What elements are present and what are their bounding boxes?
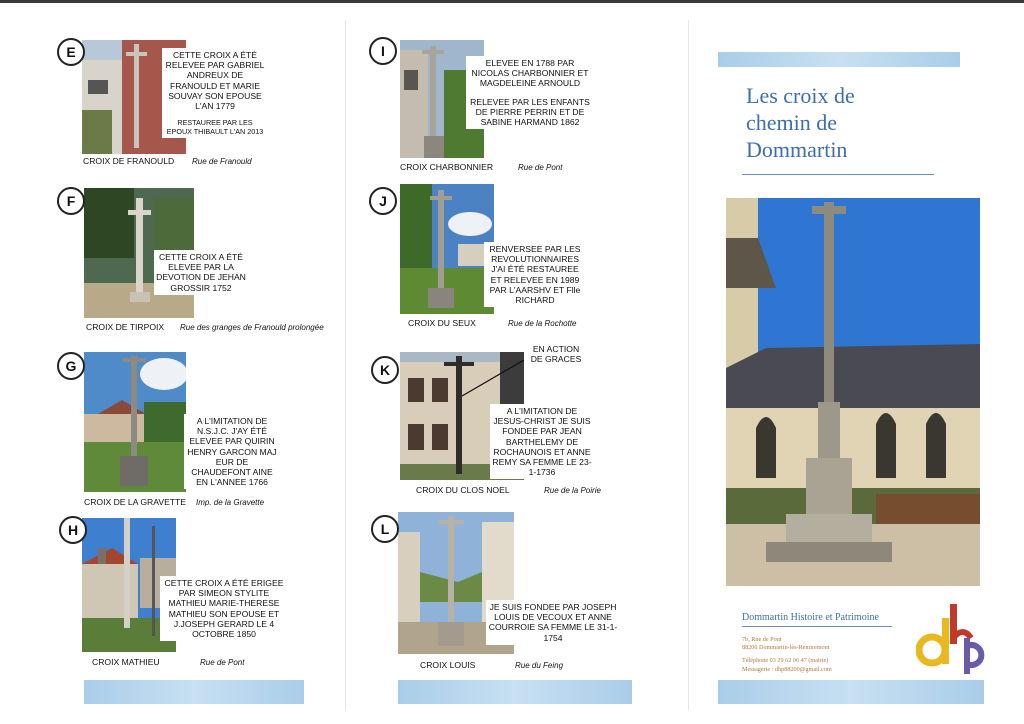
street-name: Rue de Pont [518, 163, 563, 172]
street-name: Rue de la Poirie [544, 486, 601, 495]
entry-letter: J [369, 187, 397, 215]
cross-inscription: RENVERSEE PAR LES REVOLUTIONNAIRES J'AI ÉTÉ RESTAUREE ET RELEVEE EN 1989 PAR L'AARSHV ET Flle RICHARD [484, 242, 586, 307]
cross-inscription: ELEVEE EN 1788 PAR NICOLAS CHARBONNIER ET MAGDELEINE ARNOULD RELEVEE PAR LES ENFANTS DE PIERRE PERRIN ET DE SABINE HARMAND 1862 [466, 56, 594, 129]
decorative-bar [84, 680, 304, 704]
fold-line [345, 20, 346, 710]
entry-letter: E [57, 38, 85, 66]
cross-inscription: A L'IMITATION DE JESUS-CHRIST JE SUIS FONDEE PAR JEAN BARTHELEMY DE ROCHAUNOIS ET ANNE REMY SA FEMME LE 23-1-1736 [490, 404, 594, 479]
cross-inscription: CETTE CROIX A ÉTÉ ELEVEE PAR LA DEVOTION DE JEHAN GROSSIR 1752 [154, 250, 248, 295]
cross-photo [400, 184, 494, 314]
title-rule [742, 174, 934, 175]
address-line: 88200 Dommartin-lès-Remiremont [742, 644, 830, 651]
cover-photo [726, 198, 980, 586]
street-name: Rue de Pont [200, 658, 245, 667]
cross-name: CROIX MATHIEU [92, 657, 160, 667]
street-name: Imp. de la Gravette [196, 498, 265, 507]
decorative-bar [718, 52, 960, 67]
cross-note: EN ACTION DE GRACES [530, 344, 582, 365]
entry-letter: G [57, 352, 85, 380]
cross-inscription: JE SUIS FONDEE PAR JOSEPH LOUIS DE VECOUX ET ANNE COURROIE SA FEMME LE 31-1-1754 [486, 600, 620, 645]
cross-name: CROIX DU SEUX [408, 318, 476, 328]
cross-photo [84, 352, 186, 492]
decorative-bar [398, 680, 632, 704]
entry-letter: F [57, 187, 85, 215]
cross-name: CROIX DE FRANOULD [83, 156, 175, 166]
street-name: Rue de la Rochotte [508, 319, 577, 328]
email-address: Messagerie : dhp88200@gmail.com [742, 666, 832, 673]
cross-name: CROIX CHARBONNIER [400, 162, 494, 172]
association-name: Dommartin Histoire et Patrimoine [742, 612, 879, 623]
cross-name: CROIX DE TIRPOIX [86, 322, 165, 332]
entry-letter: K [371, 356, 399, 384]
dhp-logo [916, 598, 986, 678]
street-name: Rue de Franould [192, 157, 252, 166]
cross-name: CROIX LOUIS [420, 660, 476, 670]
cross-name: CROIX DU CLOS NOEL [416, 485, 510, 495]
association-rule [742, 626, 892, 627]
cover-title: Les croix de chemin de Dommartin [746, 83, 855, 162]
street-name: Rue du Feing [515, 661, 564, 670]
fold-line [688, 20, 689, 710]
cross-inscription: CETTE CROIX A ÉTÉ RELEVEE PAR GABRIEL ANDREUX DE FRANOULD ET MARIE SOUVAY SON EPOUSE L'AN 1779 RESTAUREE PAR LES EPOUX THIBAULT L'AN 2013 [162, 48, 268, 138]
address-line: 7b, Rue de Pont [742, 636, 782, 643]
page-top-border [0, 0, 1024, 3]
cross-name: CROIX DE LA GRAVETTE [84, 497, 187, 507]
decorative-bar [718, 680, 984, 704]
phone-number: Téléphone 03 29 62 06 47 (mairie) [742, 657, 829, 664]
cross-inscription: A L'IMITATION DE N.S.J.C. J'AY ÉTÉ ELEVEE PAR QUIRIN HENRY GARCON MAJ EUR DE CHAUDEFONT AINE EN L'ANNEE 1766 [184, 414, 280, 489]
cross-inscription: CETTE CROIX A ÉTÉ ERIGEE PAR SIMEON STYLITE MATHIEU MARIE-THERESE MATHIEU SON EPOUSE ET J.JOSEPH GERARD LE 4 OCTOBRE 1850 [160, 576, 288, 641]
entry-letter: H [59, 516, 87, 544]
street-name: Rue des granges de Franould prolongée [180, 323, 324, 332]
entry-letter: L [371, 515, 399, 543]
entry-letter: I [369, 37, 397, 65]
